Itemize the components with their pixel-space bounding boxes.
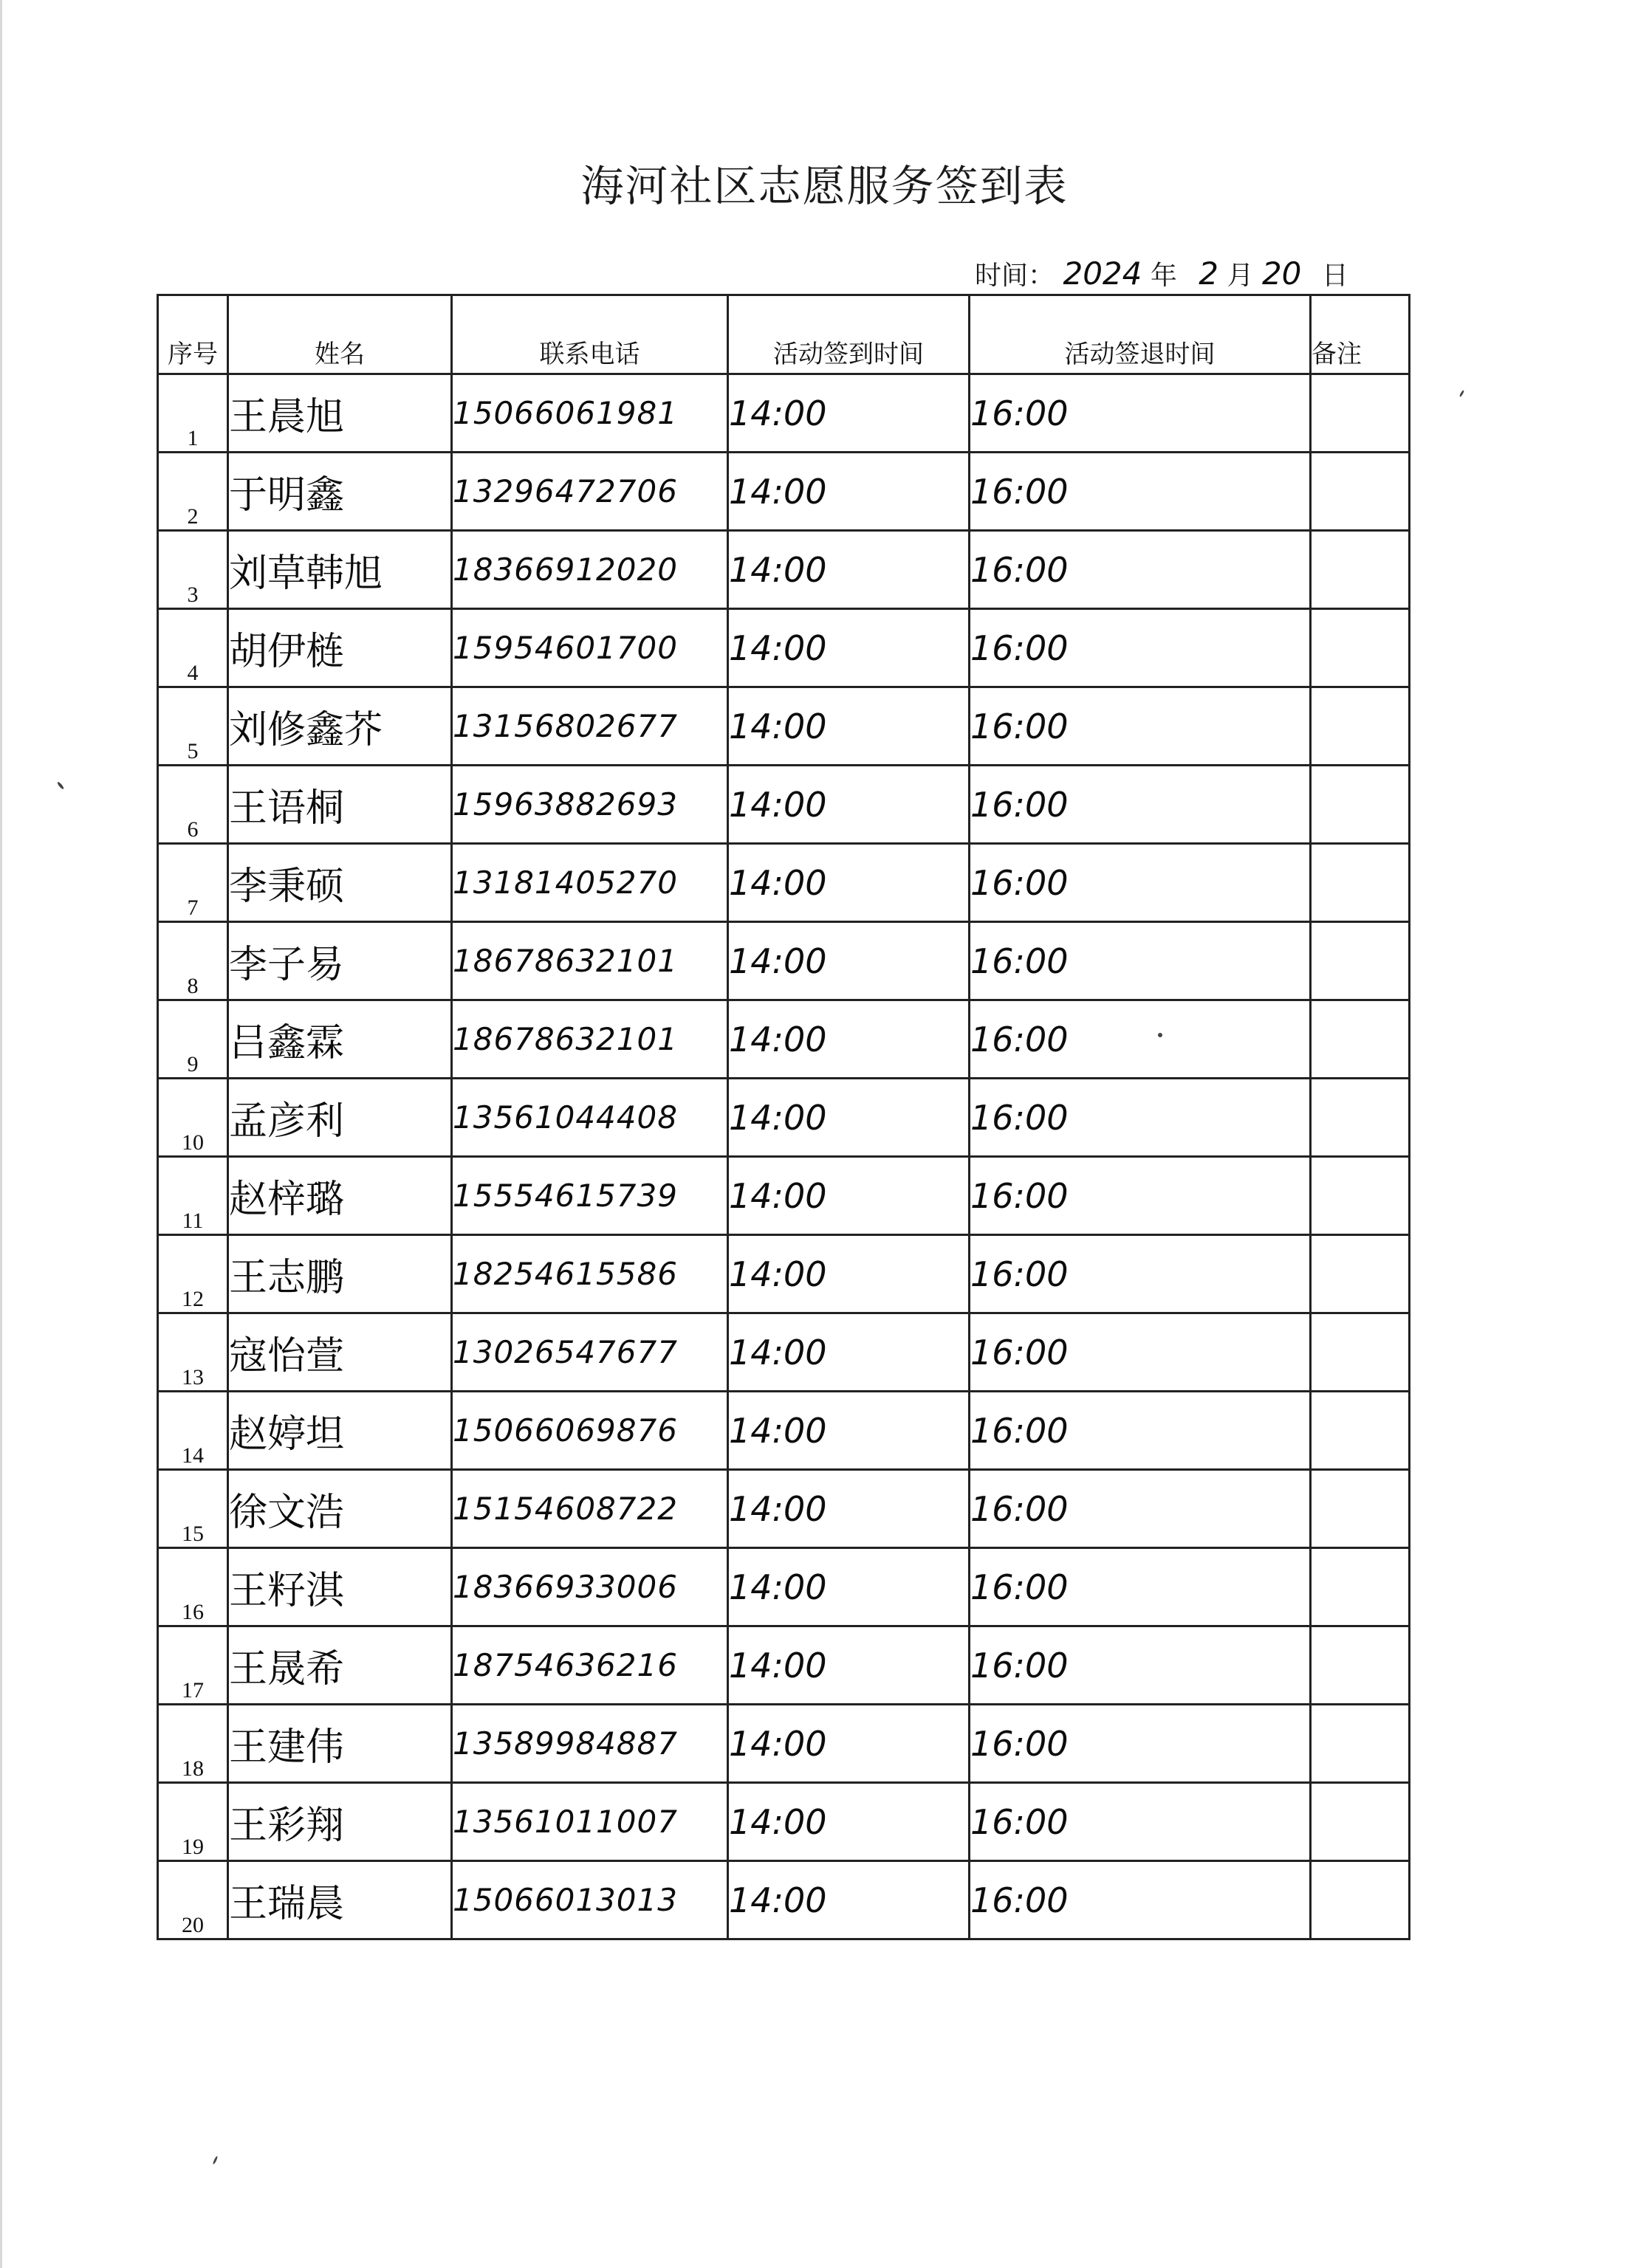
table-row [158, 374, 1410, 453]
page-left-edge [0, 0, 2, 2268]
row-phone: 15066069876 [452, 1392, 728, 1470]
row-seq: 10 [158, 1079, 228, 1157]
date-day-suffix: 日 [1321, 261, 1348, 291]
row-name: 王晟希 [228, 1626, 452, 1705]
row-phone: 15963882693 [452, 766, 728, 844]
row-sign-out-time: 16:00 [970, 1313, 1311, 1392]
row-note [1311, 1548, 1410, 1626]
row-name: 赵梓璐 [228, 1157, 452, 1235]
date-year: 2024 [1063, 255, 1142, 292]
row-name: 孟彦利 [228, 1079, 452, 1157]
document-title: 海河社区志愿服务签到表 [580, 161, 1069, 211]
row-seq: 9 [158, 1000, 228, 1079]
table-row [158, 1079, 1410, 1157]
row-sign-out-time: 16:00 [970, 766, 1311, 844]
row-sign-in-time: 14:00 [728, 1235, 970, 1313]
row-sign-out-time: 16:00 [970, 1000, 1311, 1079]
row-sign-in-time: 14:00 [728, 766, 970, 844]
row-note [1311, 1626, 1410, 1705]
row-seq: 1 [158, 374, 228, 453]
row-note [1311, 374, 1410, 453]
row-phone: 18366933006 [452, 1548, 728, 1626]
row-note [1311, 1000, 1410, 1079]
row-sign-out-time: 16:00 [970, 453, 1311, 531]
table-row [158, 1548, 1410, 1626]
row-name: 胡伊梿 [228, 609, 452, 687]
row-seq: 13 [158, 1313, 228, 1392]
row-seq: 12 [158, 1235, 228, 1313]
table-row [158, 1157, 1410, 1235]
row-seq: 14 [158, 1392, 228, 1470]
date-month: 2 [1199, 255, 1219, 292]
row-sign-in-time: 14:00 [728, 609, 970, 687]
date-month-suffix: 月 [1227, 261, 1254, 291]
table-row [158, 844, 1410, 922]
scan-mark [57, 781, 65, 790]
row-name: 赵婷坦 [228, 1392, 452, 1470]
row-seq: 11 [158, 1157, 228, 1235]
row-name: 李秉硕 [228, 844, 452, 922]
row-name: 寇怡萱 [228, 1313, 452, 1392]
row-phone: 15154608722 [452, 1470, 728, 1548]
row-seq: 4 [158, 609, 228, 687]
row-note [1311, 1470, 1410, 1548]
table-row [158, 1235, 1410, 1313]
row-sign-out-time: 16:00 [970, 1157, 1311, 1235]
row-note [1311, 687, 1410, 766]
row-sign-out-time: 16:00 [970, 1470, 1311, 1548]
row-sign-in-time: 14:00 [728, 1392, 970, 1470]
row-note [1311, 1079, 1410, 1157]
row-sign-out-time: 16:00 [970, 609, 1311, 687]
row-phone: 18254615586 [452, 1235, 728, 1313]
row-sign-in-time: 14:00 [728, 1157, 970, 1235]
row-sign-in-time: 14:00 [728, 922, 970, 1000]
row-seq: 18 [158, 1705, 228, 1783]
table-row [158, 766, 1410, 844]
row-name: 王彩翔 [228, 1783, 452, 1861]
row-seq: 3 [158, 531, 228, 609]
row-seq: 16 [158, 1548, 228, 1626]
row-phone: 13561044408 [452, 1079, 728, 1157]
row-sign-out-time: 16:00 [970, 844, 1311, 922]
row-sign-out-time: 16:00 [970, 1626, 1311, 1705]
row-seq: 19 [158, 1783, 228, 1861]
row-sign-in-time: 14:00 [728, 1783, 970, 1861]
header-phone: 联系电话 [452, 295, 728, 374]
row-seq: 20 [158, 1861, 228, 1939]
header-seq: 序号 [158, 295, 228, 374]
row-phone: 13561011007 [452, 1783, 728, 1861]
row-phone: 13589984887 [452, 1705, 728, 1783]
row-seq: 2 [158, 453, 228, 531]
header-row [158, 295, 1410, 374]
row-phone: 13181405270 [452, 844, 728, 922]
row-name: 吕鑫霖 [228, 1000, 452, 1079]
header-name: 姓名 [228, 295, 452, 374]
row-sign-out-time: 16:00 [970, 1783, 1311, 1861]
row-seq: 8 [158, 922, 228, 1000]
row-phone: 18754636216 [452, 1626, 728, 1705]
row-name: 刘草韩旭 [228, 531, 452, 609]
row-sign-in-time: 14:00 [728, 1705, 970, 1783]
header-sign-in-time: 活动签到时间 [728, 295, 970, 374]
table-body [158, 374, 1410, 1939]
row-note [1311, 609, 1410, 687]
row-note [1311, 1235, 1410, 1313]
row-sign-in-time: 14:00 [728, 1470, 970, 1548]
row-seq: 15 [158, 1470, 228, 1548]
row-note [1311, 1313, 1410, 1392]
row-sign-in-time: 14:00 [728, 1313, 970, 1392]
row-sign-in-time: 14:00 [728, 1861, 970, 1939]
row-name: 王晨旭 [228, 374, 452, 453]
sign-in-table [157, 294, 1410, 1940]
row-sign-out-time: 16:00 [970, 1861, 1311, 1939]
row-name: 王建伟 [228, 1705, 452, 1783]
table-row [158, 922, 1410, 1000]
row-seq: 7 [158, 844, 228, 922]
row-name: 于明鑫 [228, 453, 452, 531]
header-sign-out-time: 活动签退时间 [970, 295, 1311, 374]
row-note [1311, 1157, 1410, 1235]
row-name: 王志鹏 [228, 1235, 452, 1313]
row-note [1311, 766, 1410, 844]
row-note [1311, 531, 1410, 609]
row-sign-in-time: 14:00 [728, 844, 970, 922]
row-sign-out-time: 16:00 [970, 1548, 1311, 1626]
row-phone: 18366912020 [452, 531, 728, 609]
table-row [158, 1313, 1410, 1392]
table-row [158, 1392, 1410, 1470]
row-seq: 6 [158, 766, 228, 844]
table-row [158, 1783, 1410, 1861]
header-note: 备注 [1311, 295, 1410, 374]
row-note [1311, 1705, 1410, 1783]
date-day: 20 [1261, 255, 1302, 292]
table-row [158, 1861, 1410, 1939]
table-row [158, 1705, 1410, 1783]
row-note [1311, 922, 1410, 1000]
row-sign-in-time: 14:00 [728, 374, 970, 453]
row-sign-in-time: 14:00 [728, 453, 970, 531]
row-sign-out-time: 16:00 [970, 531, 1311, 609]
scan-mark [1158, 1033, 1162, 1037]
row-name: 王语桐 [228, 766, 452, 844]
row-seq: 17 [158, 1626, 228, 1705]
row-name: 李子易 [228, 922, 452, 1000]
table-row [158, 1000, 1410, 1079]
row-sign-out-time: 16:00 [970, 374, 1311, 453]
row-phone: 18678632101 [452, 922, 728, 1000]
row-note [1311, 1392, 1410, 1470]
row-phone: 13296472706 [452, 453, 728, 531]
row-sign-in-time: 14:00 [728, 1000, 970, 1079]
row-note [1311, 453, 1410, 531]
row-sign-in-time: 14:00 [728, 687, 970, 766]
row-seq: 5 [158, 687, 228, 766]
table-row [158, 687, 1410, 766]
row-note [1311, 844, 1410, 922]
date-line [975, 255, 1348, 292]
row-sign-out-time: 16:00 [970, 1705, 1311, 1783]
row-phone: 13026547677 [452, 1313, 728, 1392]
row-phone: 15954601700 [452, 609, 728, 687]
row-sign-out-time: 16:00 [970, 687, 1311, 766]
row-sign-in-time: 14:00 [728, 531, 970, 609]
row-name: 刘修鑫芥 [228, 687, 452, 766]
table-row [158, 453, 1410, 531]
row-name: 徐文浩 [228, 1470, 452, 1548]
row-sign-out-time: 16:00 [970, 1235, 1311, 1313]
row-sign-out-time: 16:00 [970, 922, 1311, 1000]
row-sign-in-time: 14:00 [728, 1626, 970, 1705]
row-sign-in-time: 14:00 [728, 1548, 970, 1626]
row-sign-in-time: 14:00 [728, 1079, 970, 1157]
date-year-suffix: 年 [1150, 261, 1177, 291]
row-phone: 18678632101 [452, 1000, 728, 1079]
table-row [158, 1626, 1410, 1705]
row-sign-out-time: 16:00 [970, 1079, 1311, 1157]
scan-mark [213, 2156, 219, 2165]
row-phone: 13156802677 [452, 687, 728, 766]
row-phone: 15066061981 [452, 374, 728, 453]
row-name: 王瑞晨 [228, 1861, 452, 1939]
table-row [158, 609, 1410, 687]
row-note [1311, 1783, 1410, 1861]
date-label: 时间： [975, 261, 1055, 291]
row-name: 王籽淇 [228, 1548, 452, 1626]
scan-mark [1459, 390, 1465, 397]
table-row [158, 1470, 1410, 1548]
row-note [1311, 1861, 1410, 1939]
row-sign-out-time: 16:00 [970, 1392, 1311, 1470]
table-row [158, 531, 1410, 609]
row-phone: 15554615739 [452, 1157, 728, 1235]
row-phone: 15066013013 [452, 1861, 728, 1939]
